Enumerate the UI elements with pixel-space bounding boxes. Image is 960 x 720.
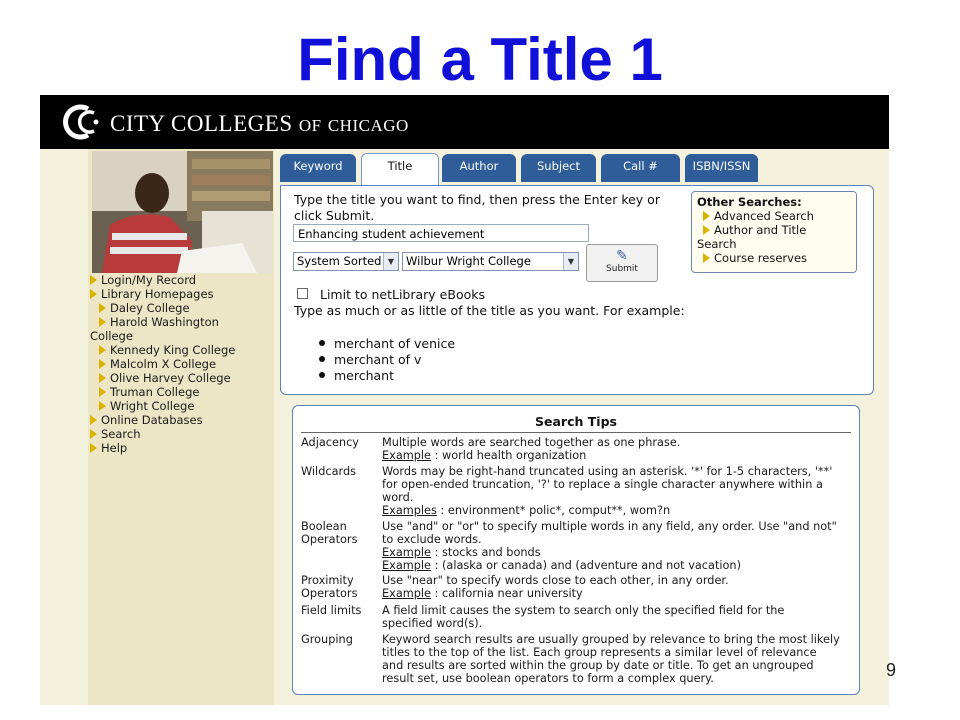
tip-line-text: A field limit causes the system to search only the specified field for the — [382, 604, 785, 617]
sidebar-item[interactable] — [90, 385, 272, 399]
tip-term-text: Wildcards — [301, 465, 357, 478]
arrow-right-icon — [90, 443, 97, 453]
tip-line — [382, 672, 852, 685]
tip-line — [382, 478, 852, 491]
tip-term-text: Operators — [301, 587, 358, 600]
tip-line-text: Words may be right-hand truncated using an asterisk. '*' for 1-5 characters, '**' — [382, 465, 833, 478]
tip-line — [382, 559, 852, 572]
location-select[interactable] — [402, 252, 579, 271]
tip-line-text: to exclude words. — [382, 533, 482, 546]
tip-line — [382, 449, 852, 462]
tab-call[interactable]: Call # — [601, 154, 680, 182]
example-text: merchant of v — [334, 352, 422, 367]
submit-icon: ✎ — [616, 248, 628, 264]
arrow-right-icon — [90, 429, 97, 439]
tab-isbn-issn[interactable]: ISBN/ISSN — [685, 154, 758, 182]
sidebar-item[interactable] — [90, 371, 272, 385]
example-item — [319, 336, 455, 352]
chevron-down-icon: ▼ — [383, 253, 398, 270]
tip-line-text: and results are sorted within the group by date or title. To get an ungrouped — [382, 659, 814, 672]
tip-line-text: Use "near" to specify words close to each other, in any order. — [382, 574, 729, 587]
search-tips-title: Search Tips — [535, 414, 617, 429]
tip-line-text: : (alaska or canada) and (adventure and not vacation) — [431, 559, 741, 572]
tip-line — [382, 546, 852, 559]
example-link[interactable]: Example — [382, 546, 432, 559]
limit-option — [297, 287, 485, 302]
tip-line-text: : world health organization — [431, 449, 587, 462]
sidebar-item-label: Login/My Record — [101, 273, 197, 287]
tab-author[interactable]: Author — [442, 154, 516, 182]
tip-line — [382, 491, 852, 504]
search-tips-panel — [292, 405, 860, 695]
slide-title: Find a Title 1 — [297, 26, 663, 93]
sidebar-item-label: Harold Washington — [110, 315, 219, 329]
example-item — [319, 352, 455, 368]
example-text: merchant of venice — [334, 336, 456, 351]
tip-line — [382, 659, 852, 672]
sort-select-value: System Sorted — [297, 254, 382, 268]
other-searches-heading: Other Searches: — [697, 195, 802, 209]
logo-wordmark: CITY COLLEGES OF CHICAGO — [110, 111, 409, 136]
bullet-icon — [319, 372, 325, 378]
tip-term-text: Proximity — [301, 574, 354, 587]
arrow-right-icon — [99, 303, 106, 313]
tip-line-text: result set, use boolean operators to form a complex query. — [382, 672, 714, 685]
search-tabs — [280, 154, 880, 186]
sidebar-item-label: Malcolm X College — [110, 357, 217, 371]
arrow-right-icon — [703, 253, 710, 263]
example-list — [319, 336, 455, 384]
tip-line — [382, 504, 852, 517]
other-search-label: Author and Title — [714, 223, 807, 237]
arrow-right-icon — [90, 415, 97, 425]
tip-term — [301, 633, 381, 646]
arrow-right-icon — [99, 401, 106, 411]
library-catalog-screenshot — [40, 95, 889, 705]
sidebar-item[interactable] — [90, 357, 272, 371]
tip-description — [382, 633, 852, 685]
tip-line-text: Use "and" or "or" to specify multiple words in any field, any order. Use "and not" — [382, 520, 837, 533]
tip-description — [382, 604, 852, 630]
arrow-right-icon — [90, 289, 97, 299]
tip-line — [382, 646, 852, 659]
tip-line — [382, 604, 852, 617]
sidebar-item[interactable] — [90, 441, 272, 455]
sidebar-item[interactable] — [90, 273, 272, 287]
submit-button[interactable] — [586, 244, 658, 282]
header-banner — [40, 95, 889, 149]
tab-title[interactable]: Title — [361, 153, 439, 186]
tip-description — [382, 436, 852, 462]
tip-line-text: word. — [382, 491, 414, 504]
tip-line-text: titles to the top of the list. Each group represents a similar level of relevance — [382, 646, 817, 659]
sidebar-item-label: Help — [101, 441, 128, 455]
sidebar-item[interactable] — [90, 399, 272, 413]
tip-line-text: for open-ended truncation, '?' to replace a single character anywhere within a — [382, 478, 823, 491]
bullet-icon — [319, 340, 325, 346]
tip-description — [382, 465, 852, 517]
tip-line-text: : stocks and bonds — [431, 546, 541, 559]
example-text: merchant — [334, 368, 395, 383]
title-search-input[interactable]: Enhancing student achievement — [293, 224, 589, 242]
sidebar-item[interactable] — [90, 315, 272, 329]
city-colleges-logo-icon — [58, 101, 102, 143]
sidebar-nav — [90, 273, 272, 455]
other-searches-box — [691, 191, 857, 273]
sidebar-item[interactable] — [90, 301, 272, 315]
other-search-label: Search — [697, 237, 737, 251]
submit-button-label: Submit — [606, 264, 638, 274]
sidebar-item-label: Truman College — [110, 385, 200, 399]
sidebar-item-label: Olive Harvey College — [110, 371, 231, 385]
sidebar-item-label: Wright College — [110, 399, 195, 413]
arrow-right-icon — [703, 211, 710, 221]
tip-line — [382, 574, 852, 587]
tip-term-text: Field limits — [301, 604, 362, 617]
example-link[interactable]: Example — [382, 449, 432, 462]
sidebar-item-label: Daley College — [110, 301, 190, 315]
sidebar-item-label: Online Databases — [101, 413, 203, 427]
arrow-right-icon — [99, 317, 106, 327]
arrow-right-icon — [90, 275, 97, 285]
sidebar-item[interactable] — [90, 427, 272, 441]
tip-line-text: : environment* polic*, comput**, wom?n — [436, 504, 671, 517]
tip-line — [382, 520, 852, 533]
arrow-right-icon — [99, 345, 106, 355]
limit-checkbox[interactable] — [297, 288, 308, 299]
tip-line — [382, 436, 852, 449]
tip-description — [382, 574, 852, 600]
tip-term-text: Boolean — [301, 520, 347, 533]
sidebar-item-label: Kennedy King College — [110, 343, 236, 357]
sidebar-item[interactable] — [90, 329, 272, 343]
title-search-panel — [280, 185, 874, 395]
sidebar — [88, 149, 274, 705]
other-search-link[interactable] — [697, 223, 856, 237]
page-number: 9 — [886, 660, 897, 680]
example-item — [319, 368, 455, 384]
tip-term — [301, 604, 381, 617]
tip-term — [301, 574, 381, 600]
type-as-hint: Type as much or as little of the title as you want. For example: — [294, 303, 685, 318]
tip-term — [301, 436, 381, 449]
student-photo — [92, 151, 273, 273]
divider — [301, 432, 851, 433]
tab-keyword[interactable]: Keyword — [280, 154, 356, 182]
limit-label: Limit to netLibrary eBooks — [320, 287, 485, 302]
tip-line-text: Multiple words are searched together as one phrase. — [382, 436, 681, 449]
arrow-right-icon — [703, 225, 710, 235]
tip-line — [382, 633, 852, 646]
arrow-right-icon — [99, 373, 106, 383]
example-link[interactable]: Example — [382, 587, 432, 600]
tip-line — [382, 617, 852, 630]
tip-line-text: Keyword search results are usually grouped by relevance to bring the most likely — [382, 633, 840, 646]
tip-line — [382, 465, 852, 478]
tip-term-text: Adjacency — [301, 436, 359, 449]
tip-line-text: : california near university — [431, 587, 583, 600]
sidebar-item[interactable] — [90, 287, 272, 301]
bullet-icon — [319, 356, 325, 362]
arrow-right-icon — [99, 359, 106, 369]
sidebar-item-label: College — [90, 329, 133, 343]
other-search-link[interactable] — [697, 209, 856, 223]
other-search-link[interactable] — [697, 251, 856, 265]
tip-description — [382, 520, 852, 572]
example-link[interactable]: Example — [382, 559, 432, 572]
tip-line-text: specified word(s). — [382, 617, 483, 630]
other-search-label: Advanced Search — [714, 209, 814, 223]
chevron-down-icon: ▼ — [563, 253, 578, 270]
other-search-link[interactable] — [697, 237, 856, 251]
sort-select[interactable] — [293, 252, 399, 271]
tip-line — [382, 533, 852, 546]
sidebar-item-label: Library Homepages — [101, 287, 214, 301]
arrow-right-icon — [99, 387, 106, 397]
sidebar-item-label: Search — [101, 427, 141, 441]
search-instructions: Type the title you want to find, then press the Enter key or click Submit. — [294, 192, 660, 223]
tip-term — [301, 520, 381, 546]
tip-term — [301, 465, 381, 478]
tip-term-text: Grouping — [301, 633, 353, 646]
location-select-value: Wilbur Wright College — [406, 254, 531, 268]
tab-subject[interactable]: Subject — [521, 154, 596, 182]
sidebar-item[interactable] — [90, 413, 272, 427]
tip-line — [382, 587, 852, 600]
other-search-label: Course reserves — [714, 251, 808, 265]
tip-term-text: Operators — [301, 533, 358, 546]
sidebar-item[interactable] — [90, 343, 272, 357]
example-link[interactable]: Examples — [382, 504, 437, 517]
